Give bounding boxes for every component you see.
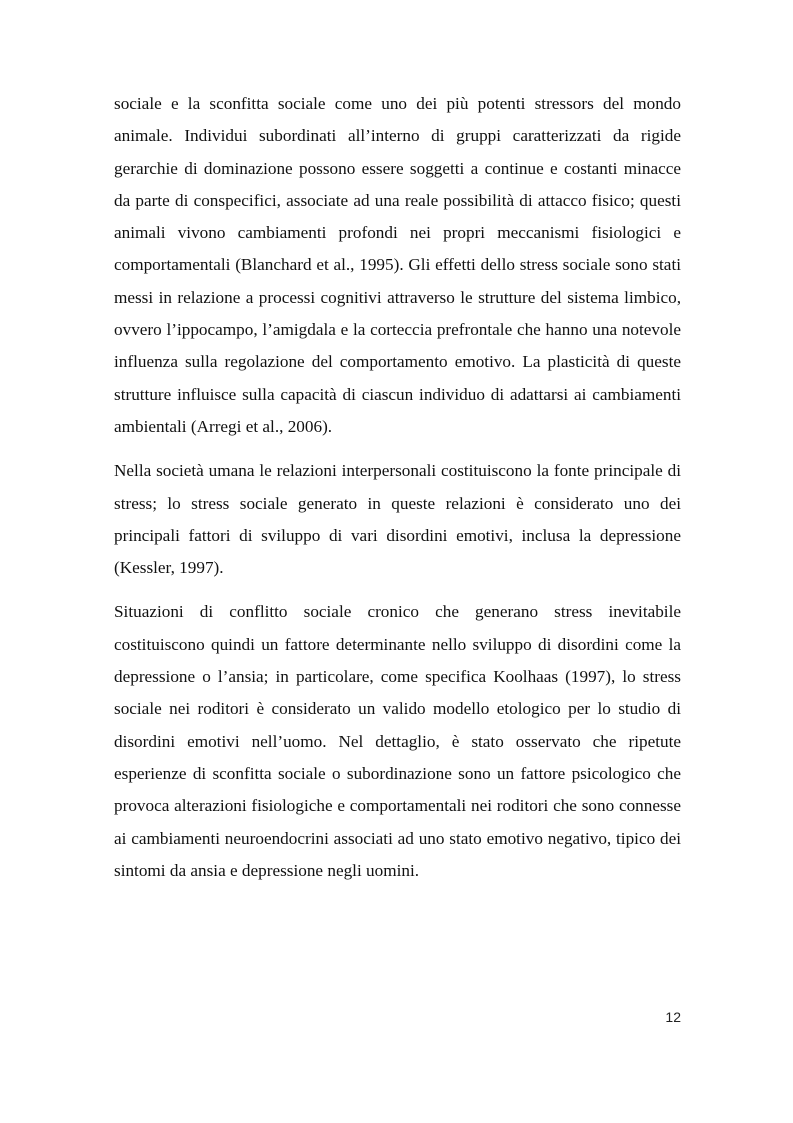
paragraph: Situazioni di conflitto sociale cronico che generano stress inevitabile costituiscono quindi un fattore determinante nello sviluppo di disordini come la depressione o l’ansia; in particolare, come specifica Koolhaas (1997), lo stress sociale nei roditori è considerato un valido modello etologico per lo studio di disordini emotivi nell’uomo. Nel dettaglio, è stato osservato che ripetute esperienze di sconfitta sociale o subordinazione sono un fattore psicologico che provoca alterazioni fisiologiche e comportamentali nei roditori che sono connesse ai cambiamenti neuroendocrini associati ad uno stato emotivo negativo, tipico dei sintomi da ansia e depressione negli uomini. (114, 602, 681, 880)
page-number: 12 (665, 1009, 681, 1025)
paragraph: sociale e la sconfitta sociale come uno dei più potenti stressors del mondo animale. Individui subordinati all’interno di gruppi caratterizzati da rigide gerarchie di dominazione possono essere soggetti a continue e costanti minacce da parte di conspecifici, associate ad una reale possibilità di attacco fisico; questi animali vivono cambiamenti profondi nei propri meccanismi fisiologici e comportamentali (Blanchard et al., 1995). Gli effetti dello stress sociale sono stati messi in relazione a processi cognitivi attraverso le strutture del sistema limbico, ovvero l’ippocampo, l’amigdala e la corteccia prefrontale che hanno una notevole influenza sulla regolazione del comportamento emotivo. La plasticità di queste strutture influisce sulla capacità di ciascun individuo di adattarsi ai cambiamenti ambientali (Arregi et al., 2006). (114, 94, 681, 436)
body-text (114, 88, 681, 899)
paragraph: Nella società umana le relazioni interpersonali costituiscono la fonte principale di stress; lo stress sociale generato in queste relazioni è considerato uno dei principali fattori di sviluppo di vari disordini emotivi, inclusa la depressione (Kessler, 1997). (114, 461, 681, 578)
